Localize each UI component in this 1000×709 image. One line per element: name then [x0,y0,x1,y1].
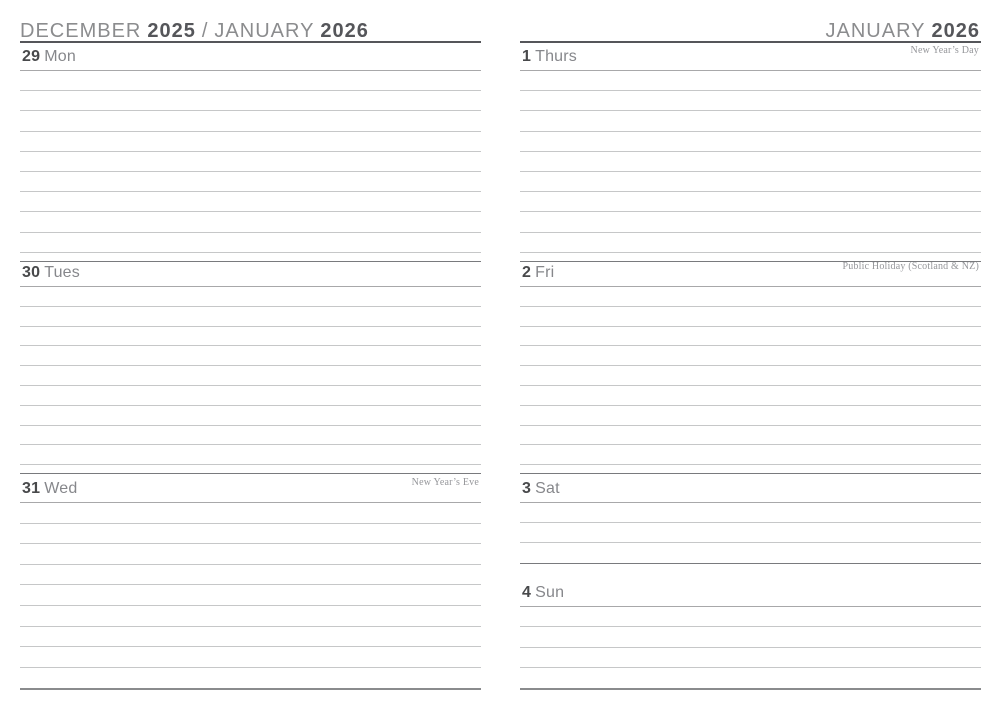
day-label [522,49,577,70]
header-year-2026: 2026 [320,20,369,42]
ruled-line [520,386,981,406]
ruled-line [20,585,481,606]
ruled-line [20,71,481,91]
ruled-line [520,523,981,543]
ruled-area [520,503,981,543]
day-header-row [520,43,981,71]
ruled-line [520,307,981,327]
day-number: 3 [522,480,532,497]
ruled-line [20,192,481,212]
ruled-line [20,386,481,406]
ruled-line [520,152,981,172]
day-name: Sat [535,480,560,497]
ruled-line [520,406,981,426]
ruled-area [520,287,981,465]
ruled-line [20,524,481,545]
day-label [522,481,560,502]
header-year-2025: 2025 [147,20,196,42]
day-name: Wed [44,480,78,497]
right-page [520,14,981,690]
left-page [20,14,481,690]
day-label [22,481,77,502]
ruled-line [520,627,981,647]
holiday-note-public-holiday: Public Holiday (Scotland & NZ) [842,261,979,272]
day-header-row [520,262,981,287]
day-header-row [520,474,981,503]
day-name: Thurs [535,48,578,65]
day-header-row [20,262,481,287]
day-label [22,49,76,70]
ruled-line [520,212,981,232]
ruled-line [20,327,481,347]
header-month-january: JANUARY [825,20,926,42]
ruled-line [520,366,981,386]
ruled-line [520,233,981,253]
header-year-2026: 2026 [931,20,980,42]
ruled-line [520,445,981,465]
day-label [522,265,554,286]
ruled-line [520,327,981,347]
ruled-line [520,91,981,111]
ruled-line [20,503,481,524]
day-number: 4 [522,584,532,601]
day-header-row [20,43,481,71]
ruled-line [20,426,481,446]
day-label [522,585,564,606]
left-page-header [20,14,481,43]
ruled-line [520,71,981,91]
day-number: 31 [22,480,41,497]
day-number: 30 [22,264,41,281]
ruled-line [20,565,481,586]
ruled-area [520,71,981,253]
ruled-line [520,111,981,131]
day-name: Tues [44,264,80,281]
ruled-line [20,152,481,172]
day-section-2-fri [520,261,981,473]
ruled-line [20,406,481,426]
ruled-area [20,71,481,253]
ruled-line [520,607,981,627]
holiday-note-new-years-eve: New Year’s Eve [411,477,479,488]
ruled-line [20,172,481,192]
day-name: Fri [535,264,555,281]
ruled-line [20,445,481,465]
day-name: Sun [535,584,565,601]
ruled-area [520,607,981,668]
day-section-1-thurs [520,43,981,261]
header-separator: / [201,20,209,42]
ruled-line [20,627,481,648]
ruled-line [520,132,981,152]
day-section-3-sat [520,473,981,563]
ruled-line [20,606,481,627]
day-number: 1 [522,48,532,65]
ruled-line [20,366,481,386]
ruled-line [520,346,981,366]
ruled-line [20,307,481,327]
header-month-december: DECEMBER [20,20,142,42]
right-page-header [520,14,981,43]
day-section-30-tues [20,261,481,473]
ruled-line [520,503,981,523]
day-label [22,265,80,286]
ruled-line [20,346,481,366]
ruled-line [520,648,981,668]
ruled-area [20,287,481,465]
ruled-line [20,212,481,232]
header-month-january: JANUARY [214,20,315,42]
day-section-29-mon [20,43,481,261]
ruled-line [520,426,981,446]
ruled-line [20,287,481,307]
ruled-line [20,544,481,565]
day-section-4-sun [520,563,981,688]
day-header-row [20,474,481,503]
ruled-line [520,192,981,212]
day-section-31-wed [20,473,481,688]
ruled-line [520,172,981,192]
day-name: Mon [44,48,76,65]
day-number: 2 [522,264,532,281]
ruled-line [20,233,481,253]
ruled-line [20,647,481,668]
ruled-area [20,503,481,668]
day-header-row [520,564,981,607]
day-number: 29 [22,48,41,65]
ruled-line [20,91,481,111]
ruled-line [520,287,981,307]
ruled-line [20,132,481,152]
holiday-note-new-years-day: New Year’s Day [910,45,979,56]
ruled-line [20,111,481,131]
